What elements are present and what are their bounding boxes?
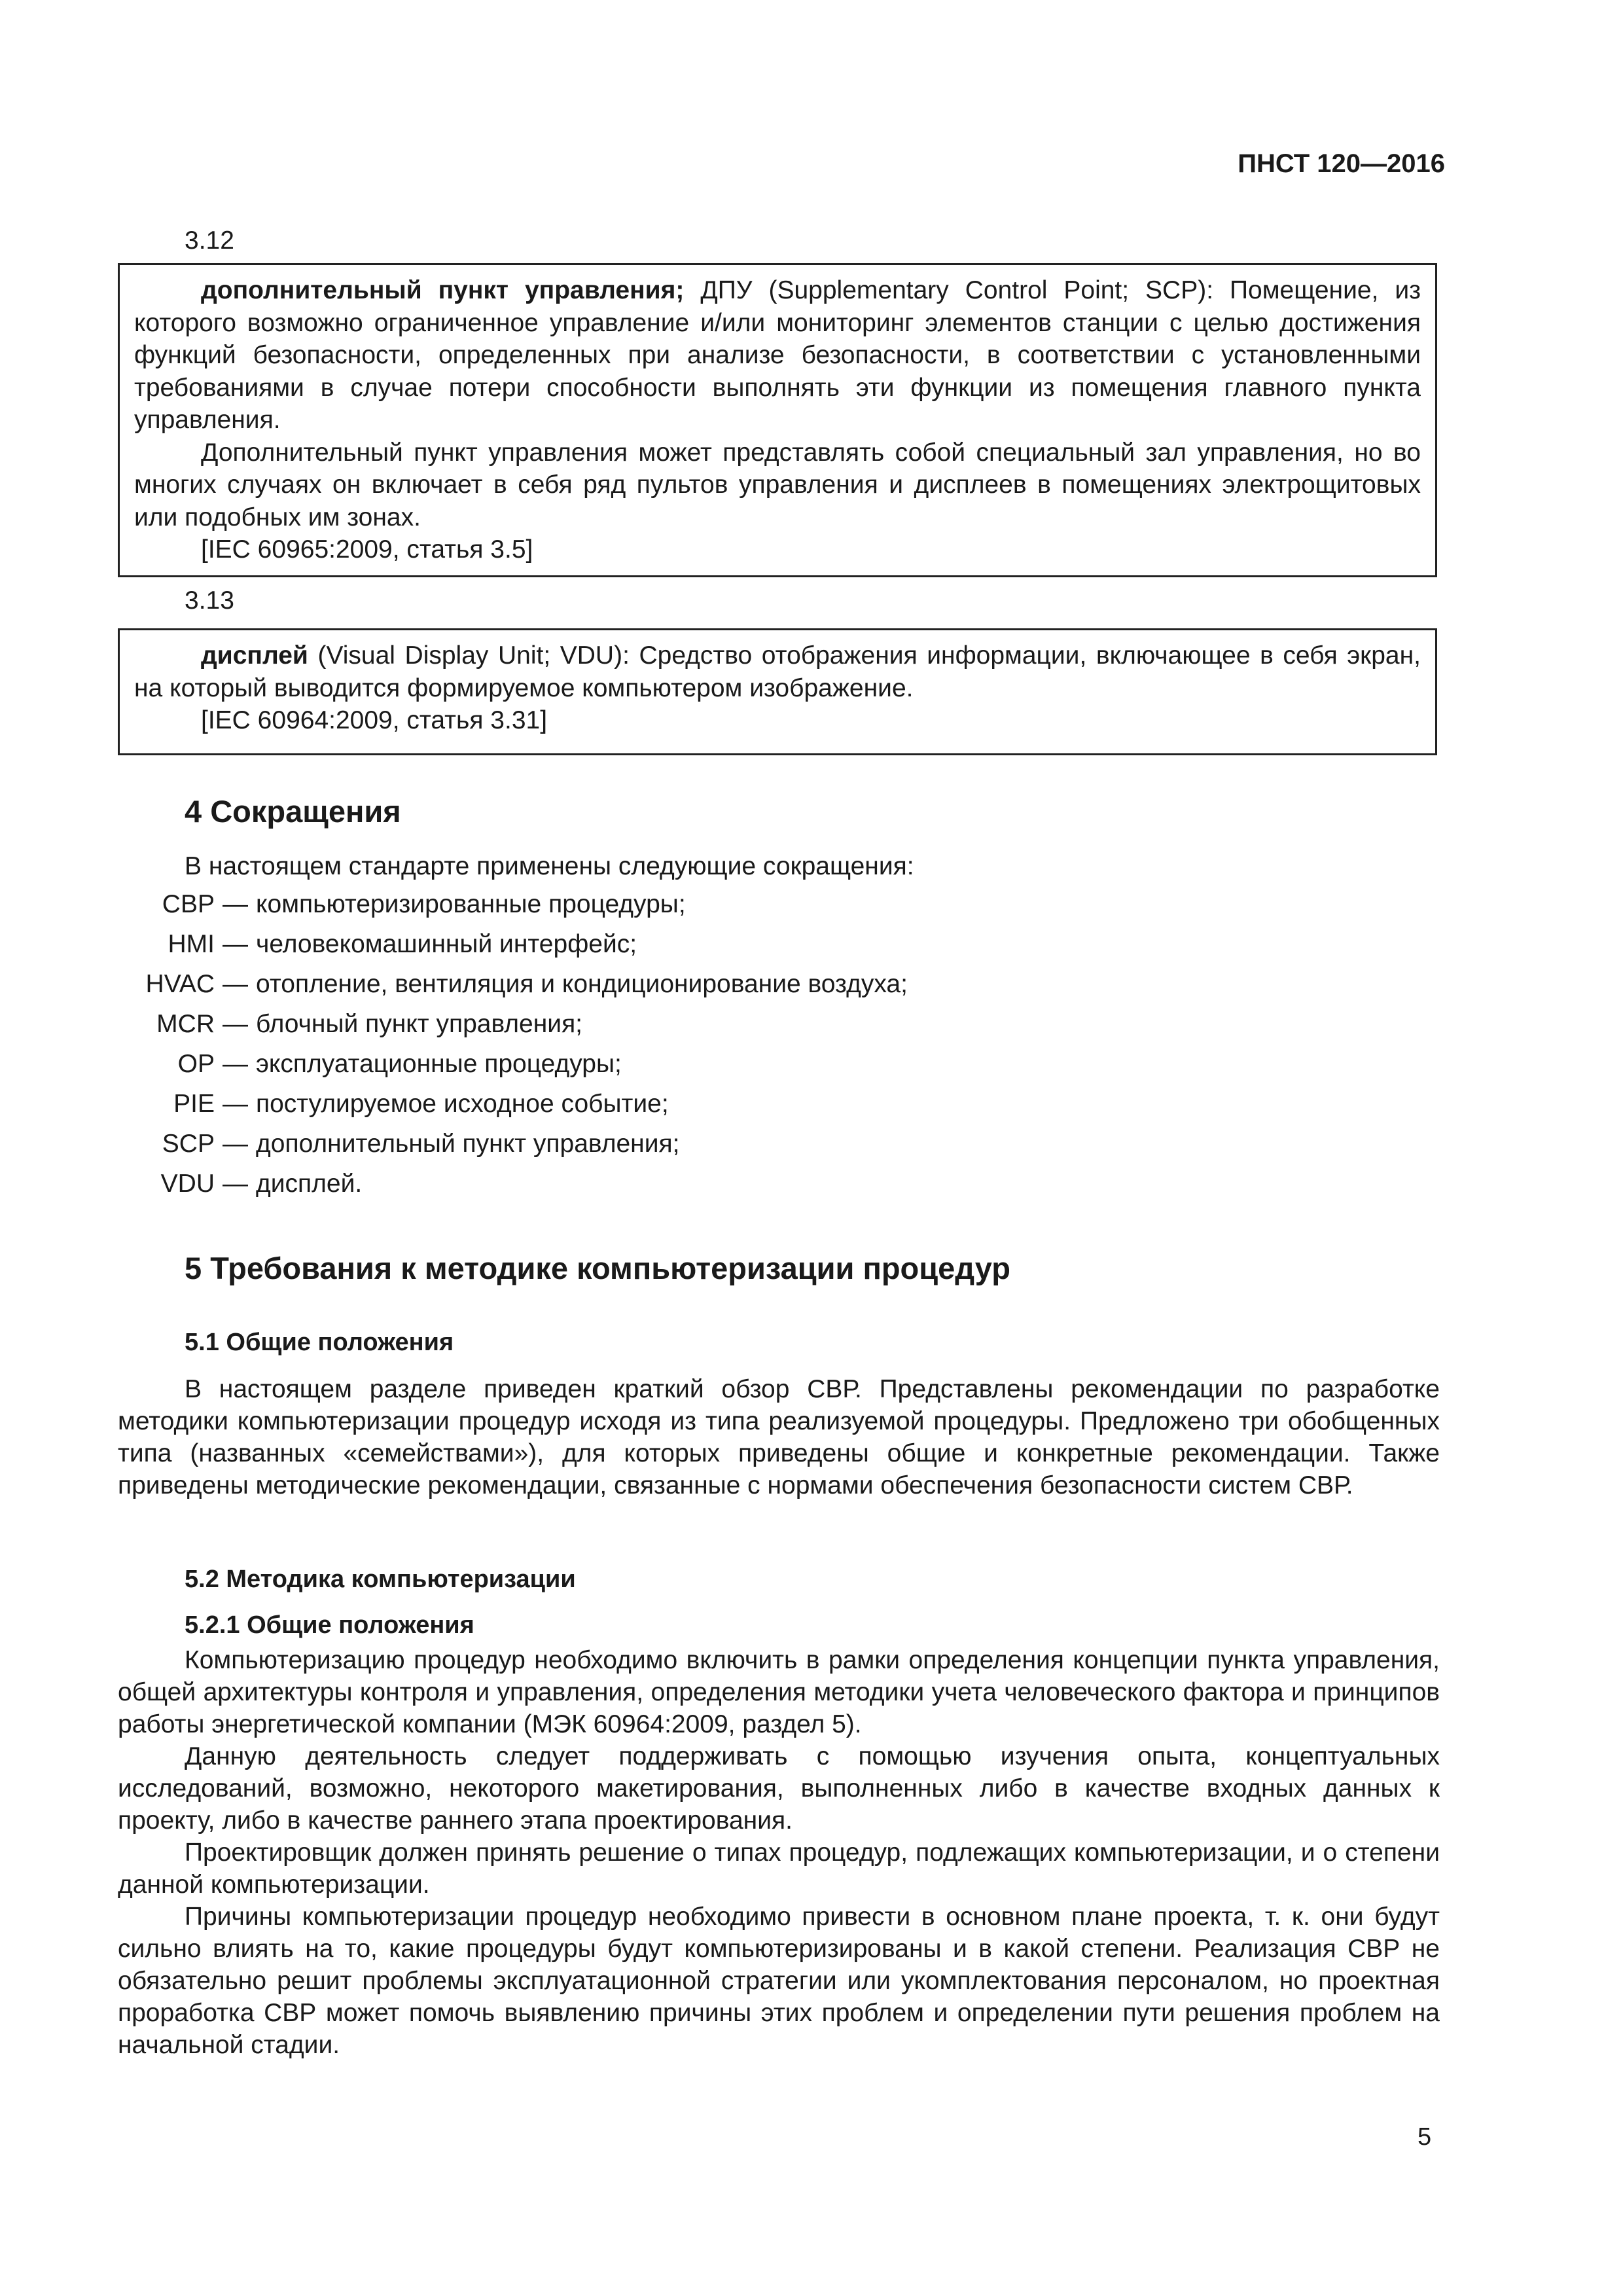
abbreviation-item <box>118 890 908 930</box>
abbreviation-item <box>118 1050 908 1090</box>
abbreviation-text: отопление, вентиляция и кондиционирование воздуха; <box>256 970 908 998</box>
abbreviation-dash: — <box>223 1050 248 1078</box>
term-definition-text: (Visual Display Unit; VDU): Средство отображения информации, включающее в себя экран, на который выводится формируемое компьютером изображение. <box>134 641 1421 702</box>
abbreviation-item <box>118 930 908 970</box>
term-source: [IEC 60965:2009, статья 3.5] <box>201 535 533 564</box>
abbreviation-code: VDU <box>160 1170 215 1198</box>
abbreviation-dash: — <box>223 890 248 918</box>
subsection-heading: 5.1 Общие положения <box>185 1329 454 1356</box>
abbreviation-code: CBP <box>162 890 215 918</box>
subsection-body <box>118 1373 1440 1501</box>
abbreviation-text: блочный пункт управления; <box>256 1010 583 1038</box>
abbreviation-code: OP <box>177 1050 215 1078</box>
term-note: Дополнительный пункт управления может представлять собой специальный зал управления, но во многих случаях он включает в себя ряд пультов управления и дисплеев в помещениях электрощитовых или подобных им зонах. <box>134 438 1421 531</box>
term-definition <box>134 639 1421 704</box>
term-name: дополнительный пункт управления; <box>201 276 685 304</box>
abbreviation-dash: — <box>223 1170 248 1198</box>
paragraph: Причины компьютеризации процедур необходимо привести в основном плане проекта, т. к. они будут сильно влиять на то, какие процедуры будут компьютеризированы и в какой степени. Реализация СВР не обязательно решит проблемы эксплуатационной стратегии или укомплектования персоналом, но проектная проработка СВР может помочь выявлению причины этих проблем и определении пути решения проблем на начальной стадии. <box>118 1903 1440 2059</box>
abbreviation-text: человекомашинный интерфейс; <box>256 930 637 958</box>
abbreviation-text: постулируемое исходное событие; <box>256 1090 669 1118</box>
abbreviation-code: MCR <box>156 1010 215 1038</box>
abbreviation-text: дисплей. <box>256 1170 363 1198</box>
paragraph: Данную деятельность следует поддерживать с помощью изучения опыта, концептуальных исследований, возможно, некоторого макетирования, выполненных либо в качестве входных данных к проекту, либо в качестве раннего этапа проектирования. <box>118 1742 1440 1835</box>
subsection-heading: 5.2 Методика компьютеризации <box>185 1566 576 1593</box>
abbreviation-item <box>118 1130 908 1170</box>
term-name: дисплей <box>201 641 308 670</box>
abbreviation-item <box>118 1170 908 1210</box>
section-heading: 5 Требования к методике компьютеризации процедур <box>185 1251 1010 1285</box>
abbreviation-code: HVAC <box>145 970 215 998</box>
paragraph: В настоящем разделе приведен краткий обзор СВР. Представлены рекомендации по разработке методики компьютеризации процедур исходя из типа реализуемой процедуры. Предложено три обобщенных типа (названных «семействами»), для которых приведены общие и конкретные рекомендации. Также приведены методические рекомендации, связанные с нормами обеспечения безопасности систем СВР. <box>118 1375 1440 1499</box>
term-number: 3.12 <box>185 226 234 255</box>
term-source: [IEC 60964:2009, статья 3.31] <box>201 706 548 734</box>
term-definition-box <box>118 263 1437 577</box>
abbreviation-code: PIE <box>173 1090 215 1118</box>
abbreviation-dash: — <box>223 1090 248 1118</box>
term-definition-text: ДПУ (Supplementary Control Point; SCP): Помещение, из которого возможно ограниченное управление и/или мониторинг элементов станции с целью достижения функций безопасности, определенных при анализе безопасности, в соответствии с установленными требованиями в случае потери способности выполнять эти функции из помещения главного пункта управления. <box>134 276 1421 434</box>
subsection-body <box>118 1644 1440 2061</box>
abbreviation-dash: — <box>223 1130 248 1158</box>
abbreviation-text: компьютеризированные процедуры; <box>256 890 686 918</box>
page-number: 5 <box>1418 2123 1432 2151</box>
abbreviation-code: HMI <box>168 930 215 958</box>
document-code-header: ПНСТ 120—2016 <box>1238 149 1445 178</box>
abbreviation-list <box>118 890 908 1210</box>
abbreviation-text: эксплуатационные процедуры; <box>256 1050 622 1078</box>
abbreviation-item <box>118 1010 908 1050</box>
abbreviation-item <box>118 970 908 1010</box>
term-definition-box <box>118 628 1437 755</box>
term-number: 3.13 <box>185 586 234 615</box>
paragraph: Компьютеризацию процедур необходимо включить в рамки определения концепции пункта управления, общей архитектуры контроля и управления, определения методики учета человеческого фактора и принципов работы энергетической компании (МЭК 60964:2009, раздел 5). <box>118 1646 1440 1738</box>
abbreviation-dash: — <box>223 1010 248 1038</box>
section-intro: В настоящем стандарте применены следующие сокращения: <box>185 852 914 880</box>
subsection-heading: 5.2.1 Общие положения <box>185 1611 474 1639</box>
abbreviation-code: SCP <box>162 1130 215 1158</box>
abbreviation-dash: — <box>223 930 248 958</box>
paragraph: Проектировщик должен принять решение о типах процедур, подлежащих компьютеризации, и о степени данной компьютеризации. <box>118 1839 1440 1899</box>
abbreviation-text: дополнительный пункт управления; <box>256 1130 680 1158</box>
term-definition <box>134 274 1421 437</box>
abbreviation-item <box>118 1090 908 1130</box>
abbreviation-dash: — <box>223 970 248 998</box>
section-heading: 4 Сокращения <box>185 794 401 829</box>
